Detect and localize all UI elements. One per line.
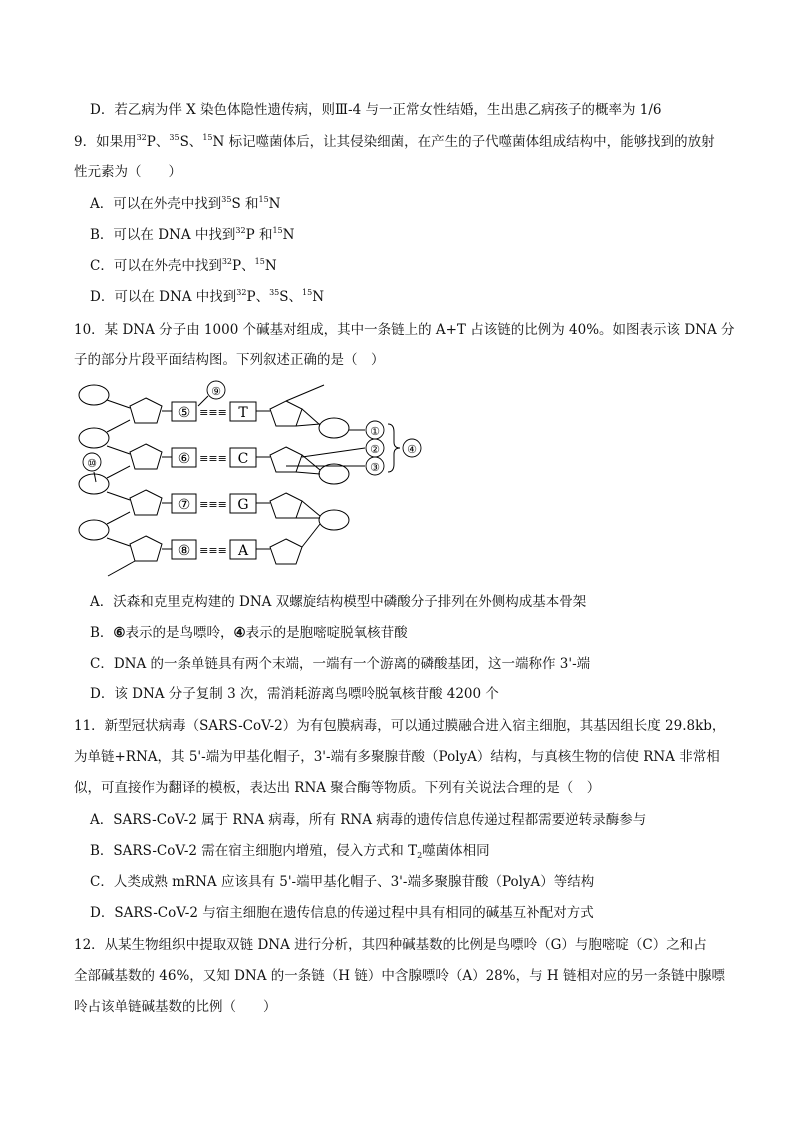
q8-option-d: D．若乙病为伴 X 染色体隐性遗传病，则Ⅲ-4 与一正常女性结婚，生出患乙病孩子的概率为 1/6 [90, 102, 662, 118]
q9-option-d: D．可以在 DNA 中找到$^{32}$P、$^{35}$S、$^{15}$N [90, 288, 325, 305]
q12-stem-line1: 12．从某生物组织中提取双链 DNA 进行分析，其四种碱基数的比例是鸟嘌呤（G）与胞嘧啶（C）之和占 [74, 937, 707, 953]
q9-stem-line1: 9．如果用$^{32}$P、$^{35}$S、$^{15}$N 标记噬菌体后，让其侵染细菌，在产生的子代噬菌体组成结构中，能够找到的放射 [74, 133, 715, 150]
q11-stem-line1: 11．新型冠状病毒（SARS-CoV-2）为有包膜病毒，可以通过膜融合进入宿主细胞，其基因组长度 29.8kb， [74, 718, 726, 734]
sugar-left-1 [130, 398, 162, 423]
q10-option-c: C．DNA 的一条单链具有两个末端，一端有一个游离的磷酸基团，这一端称作 3'-端 [90, 656, 591, 672]
q11-option-b: B．SARS-CoV-2 需在宿主细胞内增殖，侵入方式和 $T_2$噬菌体相同 [90, 843, 490, 860]
q10-option-d: D．该 DNA 分子复制 3 次，需消耗游离鸟嘌呤脱氧核苷酸 4200 个 [90, 686, 499, 702]
sugar-right-1 [270, 401, 302, 426]
phosphate-left-1 [79, 385, 109, 405]
phosphate-left-3 [79, 474, 109, 494]
q11-option-c: C．人类成熟 mRNA 应该具有 5'-端甲基化帽子、3'-端多聚腺苷酸（PolyA）等结构 [90, 874, 595, 890]
sugar-right-3 [270, 493, 302, 518]
q9-option-b: B．可以在 DNA 中找到$^{32}$P 和$^{15}$N [90, 226, 295, 243]
phosphate-left-2 [79, 428, 109, 448]
q10-stem-line1: 10．某 DNA 分子由 1000 个碱基对组成，其中一条链上的 A+T 占该链的比例为 40%。如图表示该 DNA 分 [74, 322, 735, 338]
hbond-4: ≡≡≡ [199, 544, 227, 557]
marker-4: ④ [407, 443, 417, 456]
marker-9: ⑨ [211, 385, 221, 398]
marker-1: ① [370, 425, 380, 438]
phosphate-right-3 [319, 510, 349, 530]
q10-option-b: B．⑥表示的是鸟嘌呤，④表示的是胞嘧啶脱氧核苷酸 [90, 625, 408, 641]
label-5: ⑤ [177, 405, 191, 421]
marker-10: ⑩ [87, 457, 97, 470]
base-g: G [237, 497, 249, 513]
sugar-left-2 [130, 444, 162, 469]
q9-option-a: A．可以在外壳中找到$^{35}$S 和$^{15}$N [90, 195, 281, 212]
q10-option-a: A．沃森和克里克构建的 DNA 双螺旋结构模型中磷酸分子排列在外侧构成基本骨架 [90, 594, 587, 610]
sugar-left-3 [130, 490, 162, 515]
q11-option-a: A．SARS-CoV-2 属于 RNA 病毒，所有 RNA 病毒的遗传信息传递过程都需要逆转录酶参与 [90, 812, 647, 828]
base-c: C [237, 451, 249, 467]
phosphate-left-4 [79, 520, 109, 540]
q9-stem-line2: 性元素为（ ） [74, 164, 182, 180]
marker-2: ② [370, 443, 380, 456]
sugar-left-4 [130, 536, 162, 561]
hbond-3: ≡≡≡ [199, 498, 227, 511]
q11-option-d: D．SARS-CoV-2 与宿主细胞在遗传信息的传递过程中具有相同的碱基互补配对方式 [90, 905, 594, 921]
hbond-1: ≡≡≡ [199, 406, 227, 419]
phosphate-right-1 [319, 418, 349, 438]
q11-stem-line2: 为单链+RNA，其 5'-端为甲基化帽子，3'-端有多聚腺苷酸（PolyA）结构，与真核生物的信使 RNA 非常相 [74, 749, 720, 765]
q12-stem-line3: 呤占该单链碱基数的比例（ ） [74, 999, 277, 1015]
sugar-right-2 [270, 447, 302, 472]
base-a: A [237, 543, 249, 559]
q9-option-c: C．可以在外壳中找到$^{32}$P、$^{15}$N [90, 257, 277, 274]
label-6: ⑥ [177, 451, 191, 467]
base-t: T [238, 405, 248, 421]
label-7: ⑦ [177, 497, 191, 513]
dna-structure-diagram [74, 380, 434, 580]
q12-stem-line2: 全部碱基数的 46%，又知 DNA 的一条链（H 链）中含腺嘌呤（A）28%，与 H 链相对应的另一条链中腺嘌 [74, 968, 725, 984]
sugar-right-4 [270, 539, 302, 564]
phosphate-right-2 [319, 464, 349, 484]
label-8: ⑧ [177, 543, 191, 559]
q10-stem-line2: 子的部分片段平面结构图。下列叙述正确的是（ ） [74, 352, 385, 368]
q11-stem-line3: 似，可直接作为翻译的模板，表达出 RNA 聚合酶等物质。下列有关说法合理的是（ ） [74, 780, 601, 796]
marker-3: ③ [370, 461, 380, 474]
hbond-2: ≡≡≡ [199, 452, 227, 465]
